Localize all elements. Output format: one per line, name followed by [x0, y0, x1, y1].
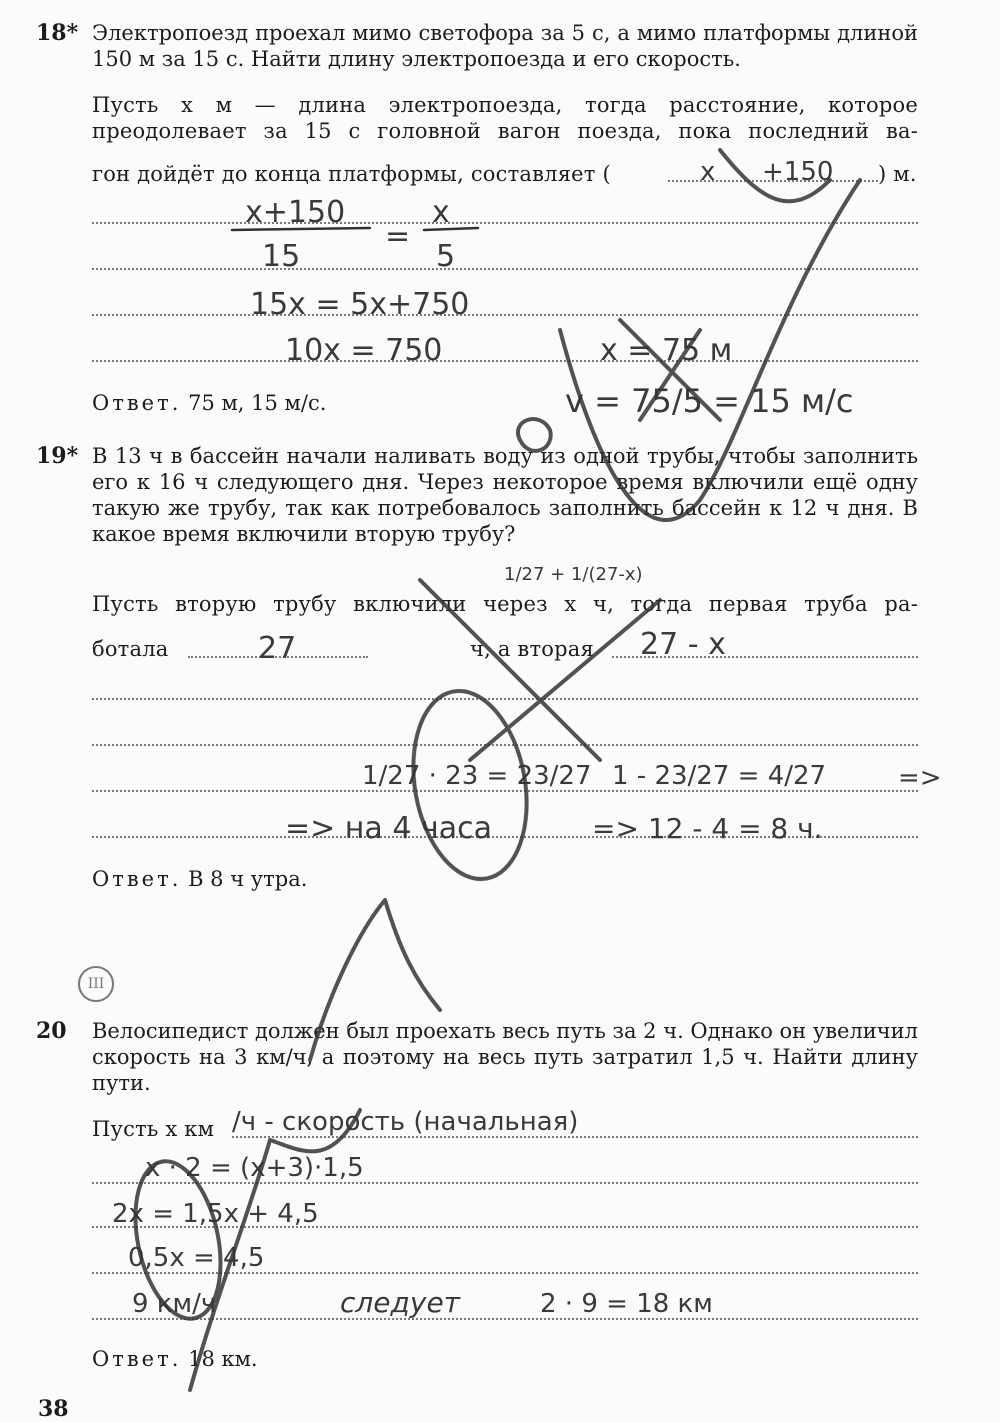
- problem-19-hint-line-2b: ч, а вторая: [470, 637, 594, 661]
- hw-19-second: 27 - x: [640, 627, 726, 662]
- hw-18-line-3a: 10x = 750: [285, 333, 443, 368]
- problem-19-blank-second: [612, 656, 918, 658]
- hw-20-l4: 0,5x = 4,5: [128, 1243, 265, 1273]
- problem-20-work-line-3: [92, 1272, 918, 1274]
- problem-18-answer: [92, 390, 326, 416]
- problem-19-hint-line-2a: ботала: [92, 637, 169, 661]
- hw-18-eq: =: [385, 219, 411, 254]
- problem-19-answer-label: Ответ.: [92, 867, 182, 891]
- problem-18-blank: [668, 180, 878, 182]
- problem-18-hint-line-3-end: ) м.: [878, 162, 917, 186]
- problem-18-answer-label: Ответ.: [92, 391, 182, 415]
- problem-18-hint-line-2: преодолевает за 15 с головной вагон поезда, пока последний ва-: [92, 119, 918, 143]
- problem-18-work-line-2: [92, 268, 918, 270]
- problem-18-work-line-4: [92, 360, 918, 362]
- problem-19-answer-text: В 8 ч утра.: [188, 867, 308, 891]
- problem-20-answer-label: Ответ.: [92, 1347, 182, 1371]
- hw-20-l5b: следует: [340, 1286, 460, 1319]
- problem-18-hint-line-3: гон дойдёт до конца платформы, составляет (: [92, 162, 611, 186]
- problem-20-work-line-2: [92, 1226, 918, 1228]
- problem-19-work-line-2: [92, 744, 918, 746]
- problem-19-work-line-4: [92, 836, 918, 838]
- problem-20-work-line-1: [92, 1182, 918, 1184]
- hw-18-line-4: v = 75/5 = 15 м/с: [565, 382, 854, 420]
- hw-18-den-left: 15: [262, 239, 301, 274]
- hw-19-above: 1/27 + 1/(27-x): [504, 564, 643, 585]
- problem-18-number: 18*: [36, 20, 79, 46]
- hw-19-eq2: 1 - 23/27 = 4/27: [612, 761, 827, 791]
- hw-18-num-left: x+150: [245, 195, 346, 230]
- hw-18-blank-x: x: [700, 157, 716, 187]
- hw-20-l5c: 2 · 9 = 18 км: [540, 1289, 713, 1319]
- problem-19-answer: [92, 866, 307, 892]
- hw-20-l3: 2x = 1,5x + 4,5: [112, 1199, 319, 1229]
- problem-19-number: 19*: [36, 443, 79, 469]
- problem-18-work-line-3: [92, 314, 918, 316]
- problem-20-hint-line-1: Пусть x км: [92, 1117, 215, 1141]
- hw-18-line-3b: x = 75 м: [600, 333, 733, 368]
- problem-20-number: 20: [36, 1018, 67, 1044]
- problem-18-statement: Электропоезд проехал мимо светофора за 5 с, а мимо платформы длиной 150 м за 15 с. Найти длину электропоезда и его скорость.: [92, 21, 918, 71]
- hw-18-line-2: 15x = 5x+750: [250, 287, 470, 322]
- hw-19-line-3b: => 12 - 4 = 8 ч.: [592, 812, 823, 845]
- hw-19-first: 27: [258, 631, 297, 666]
- hw-18-blank-150: +150: [762, 157, 834, 187]
- problem-18-answer-text: 75 м, 15 м/с.: [188, 391, 327, 415]
- hw-19-eq1: 1/27 · 23 = 23/27: [362, 761, 592, 791]
- problem-20-answer-text: 18 км.: [188, 1347, 258, 1371]
- problem-18-work-line-1: [92, 222, 918, 224]
- problem-19-work-line-3: [92, 790, 918, 792]
- hw-20-l5a: 9 км/ч: [132, 1289, 217, 1319]
- problem-20-answer: [92, 1346, 258, 1372]
- level-badge: III: [78, 966, 114, 1002]
- hw-18-num-right: x: [432, 195, 450, 230]
- problem-19-blank-first: [188, 656, 368, 658]
- problem-19-statement: В 13 ч в бассейн начали наливать воду из одной трубы, чтобы заполнить его к 16 ч следующего дня. Через некоторое время включили ещё одну такую же трубу, так как потребовалось заполнить бассейн к 12 ч дня. В какое время включили вторую трубу?: [92, 444, 918, 546]
- problem-20-work-line-0: [232, 1136, 918, 1138]
- problem-18-hint-line-1: Пусть x м — длина электропоезда, тогда расстояние, которое: [92, 93, 918, 117]
- hw-20-l1: /ч - скорость (начальная): [232, 1107, 579, 1137]
- problem-19-hint-line-1: Пусть вторую трубу включили через x ч, тогда первая труба ра-: [92, 592, 918, 616]
- problem-20-statement: Велосипедист должен был проехать весь путь за 2 ч. Однако он увеличил скорость на 3 км/ч, а поэтому на весь путь затратил 1,5 ч. Найти длину пути.: [92, 1019, 919, 1095]
- hw-19-line-3: => на 4 часа: [285, 811, 492, 846]
- hw-20-l2: x · 2 = (x+3)·1,5: [145, 1153, 364, 1183]
- problem-20-work-line-4: [92, 1318, 918, 1320]
- page-number: 38: [38, 1396, 69, 1422]
- hw-19-arrow: =>: [898, 763, 942, 793]
- hw-18-den-right: 5: [436, 239, 456, 274]
- problem-19-work-line-1: [92, 698, 918, 700]
